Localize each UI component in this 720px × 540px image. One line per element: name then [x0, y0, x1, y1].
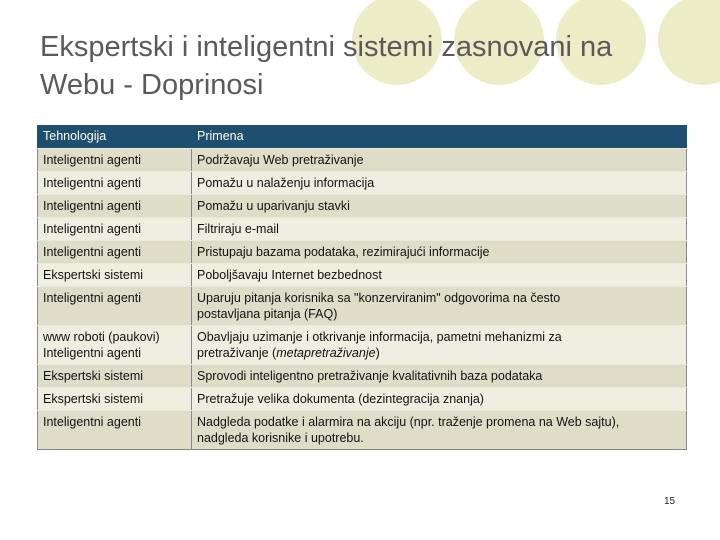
- table-row: [38, 326, 687, 365]
- technology-cell-line: Ekspertski sistemi: [43, 392, 144, 406]
- technology-cell-line: Ekspertski sistemi: [43, 369, 144, 383]
- technology-cell-line: Inteligentni agenti: [43, 153, 141, 167]
- application-cell: [192, 149, 687, 172]
- technology-cell: [38, 388, 192, 411]
- technology-cell: [38, 411, 192, 450]
- application-cell: [192, 287, 687, 326]
- application-cell: [192, 264, 687, 287]
- application-cell-line: Pretražuje velika dokumenta (dezintegracija znanja): [197, 392, 484, 406]
- application-cell-line: Uparuju pitanja korisnika sa "konzerviranim" odgovorima na često: [197, 291, 561, 305]
- header-technology: Tehnologija: [38, 125, 192, 149]
- technology-table: [37, 125, 687, 450]
- technology-cell-line: Inteligentni agenti: [43, 291, 141, 305]
- table-row: [38, 172, 687, 195]
- slide-title-line: Webu - Doprinosi: [40, 69, 264, 101]
- table-row: [38, 411, 687, 450]
- application-cell-line: Pomažu u uparivanju stavki: [197, 199, 350, 213]
- application-cell: [192, 388, 687, 411]
- technology-cell: [38, 264, 192, 287]
- table-row: [38, 287, 687, 326]
- technology-cell: [38, 287, 192, 326]
- application-cell-line: nadgleda korisnike i upotrebu.: [197, 431, 364, 445]
- table-header-row: [38, 125, 687, 149]
- technology-cell-line: www roboti (paukovi): [43, 330, 160, 344]
- technology-cell-line: Inteligentni agenti: [43, 222, 141, 236]
- application-cell-line: Pristupaju bazama podataka, rezimirajući informacije: [197, 245, 490, 259]
- application-cell: [192, 326, 687, 365]
- technology-cell-line: Ekspertski sistemi: [43, 268, 144, 282]
- application-cell-line: Nadgleda podatke i alarmira na akciju (npr. traženje promena na Web sajtu),: [197, 415, 620, 429]
- technology-cell: [38, 172, 192, 195]
- application-cell-line: pretraživanje (metapretraživanje): [197, 346, 380, 360]
- application-cell: [192, 218, 687, 241]
- application-cell: [192, 195, 687, 218]
- application-cell: [192, 365, 687, 388]
- table-row: [38, 149, 687, 172]
- application-cell-line: Obavljaju uzimanje i otkrivanje informacija, pametni mehanizmi za: [197, 330, 562, 344]
- technology-cell: [38, 365, 192, 388]
- application-cell: [192, 241, 687, 264]
- application-cell-line: Sprovodi inteligentno pretraživanje kvalitativnih baza podataka: [197, 369, 543, 383]
- technology-cell: [38, 149, 192, 172]
- header-application: Primena: [192, 125, 687, 149]
- technology-cell-line: Inteligentni agenti: [43, 346, 141, 360]
- italic-term: metapretraživanje: [276, 346, 376, 360]
- page-number: 15: [664, 496, 676, 507]
- technology-cell-line: Inteligentni agenti: [43, 199, 141, 213]
- table-row: [38, 365, 687, 388]
- technology-cell-line: Inteligentni agenti: [43, 245, 141, 259]
- technology-cell-line: Inteligentni agenti: [43, 176, 141, 190]
- application-cell: [192, 411, 687, 450]
- technology-cell-line: Inteligentni agenti: [43, 415, 141, 429]
- application-cell-line: Filtriraju e-mail: [197, 222, 279, 236]
- technology-cell: [38, 241, 192, 264]
- application-cell-line: Podržavaju Web pretraživanje: [197, 153, 364, 167]
- table-row: [38, 264, 687, 287]
- slide-title-line: Ekspertski i inteligentni sistemi zasnovani na: [40, 31, 613, 63]
- table-row: [38, 195, 687, 218]
- application-cell-line: Poboljšavaju Internet bezbednost: [197, 268, 382, 282]
- table-body: [38, 149, 687, 450]
- slide-title: [40, 28, 700, 104]
- technology-cell: [38, 218, 192, 241]
- application-cell-line: postavljana pitanja (FAQ): [197, 307, 338, 321]
- table-row: [38, 241, 687, 264]
- technology-cell: [38, 195, 192, 218]
- application-cell-line: Pomažu u nalaženju informacija: [197, 176, 375, 190]
- application-cell: [192, 172, 687, 195]
- table-row: [38, 388, 687, 411]
- technology-cell: [38, 326, 192, 365]
- table-row: [38, 218, 687, 241]
